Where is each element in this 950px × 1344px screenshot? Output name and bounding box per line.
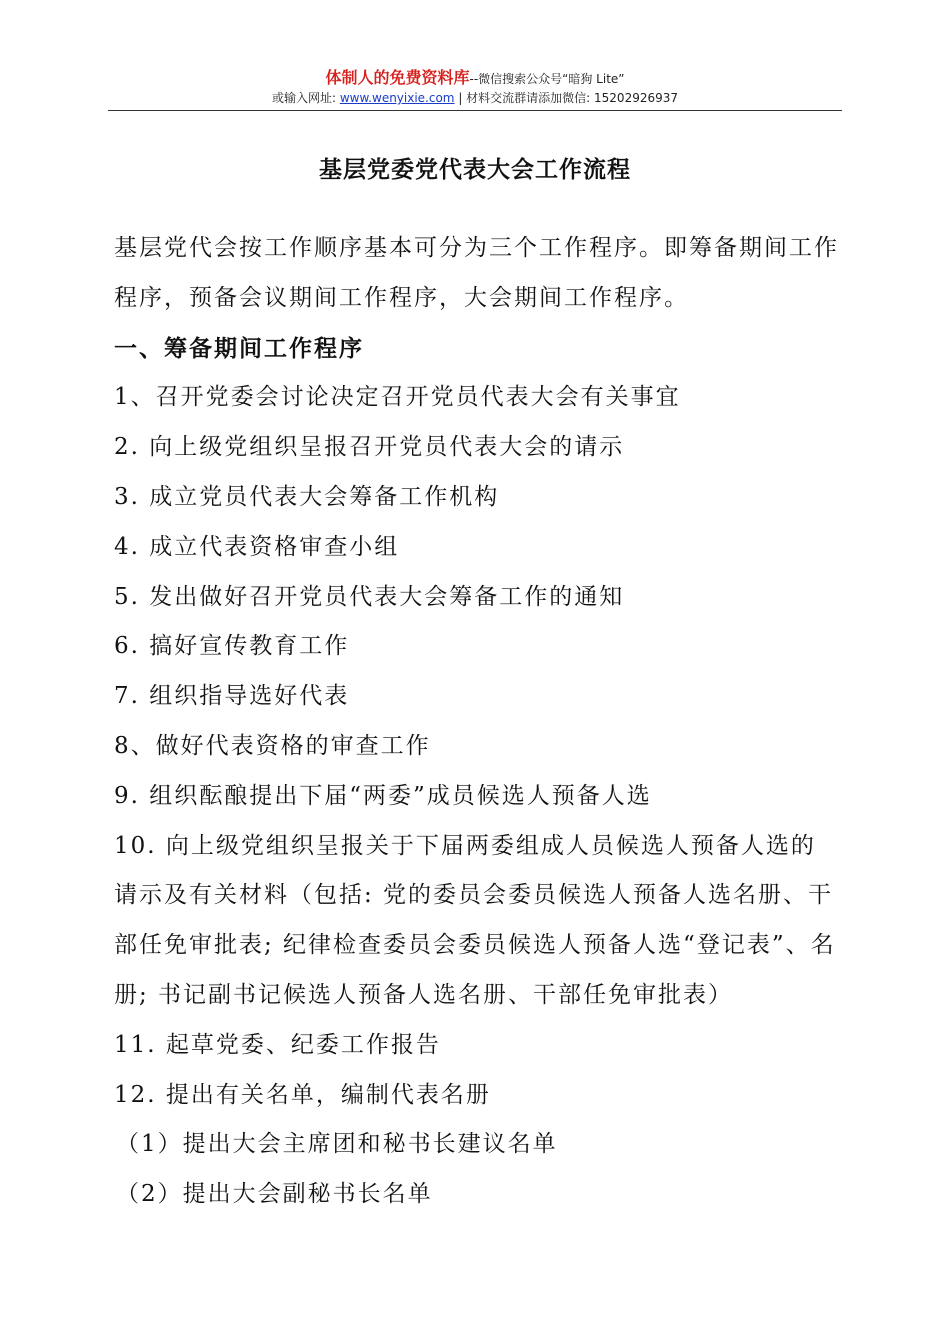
header-separator: | [454,91,467,105]
site-name: 体制人的免费资料库 [325,68,470,87]
document-body [114,224,839,1220]
list-item: 7. 组织指导选好代表 [114,683,350,710]
contact-info: 材料交流群请添加微信: 15202926937 [466,91,679,105]
header-slogan: --微信搜索公众号“暗狗 Lite” [469,72,625,86]
list-item: 11. 起草党委、纪委工作报告 [114,1031,441,1058]
header-contact-line [108,89,842,107]
sub-list-item: （2）提出大会副秘书长名单 [116,1181,433,1208]
website-link[interactable]: www.wenyixie.com [339,91,455,105]
list-item: 10. 向上级党组织呈报关于下届两委组成人员候选人预备人选的请示及有关材料（包括: 党的委员会委员候选人预备人选名册、干部任免审批表; 纪律检查委员会委员候选人预备人选“登记表”、名册; 书记副书记候选人预备人选名册、干部任免审批表） [114,832,836,1008]
list-item: 2. 向上级党组织呈报召开党员代表大会的请示 [114,434,625,461]
list-item: 4. 成立代表资格审查小组 [114,533,400,560]
header-divider [108,110,842,111]
header-banner [108,68,842,89]
list-item: 1、召开党委会讨论决定召开党员代表大会有关事宜 [114,384,681,411]
intro-paragraph: 基层党代会按工作顺序基本可分为三个工作程序。即筹备期间工作程序，预备会议期间工作程序，大会期间工作程序。 [114,235,839,311]
document-title: 基层党委党代表大会工作流程 [319,156,631,183]
list-item: 5. 发出做好召开党员代表大会筹备工作的通知 [114,583,625,610]
list-item: 8、做好代表资格的审查工作 [114,732,431,759]
list-item: 9. 组织酝酿提出下届“两委”成员候选人预备人选 [114,782,652,809]
section-heading: 一、筹备期间工作程序 [114,334,364,362]
page-header [108,68,842,107]
sub-list-item: （1）提出大会主席团和秘书长建议名单 [116,1131,558,1158]
list-item: 3. 成立党员代表大会筹备工作机构 [114,483,500,510]
list-item: 12. 提出有关名单，编制代表名册 [114,1081,491,1108]
url-label: 或输入网址: [271,91,340,105]
list-item: 6. 搞好宣传教育工作 [114,633,350,660]
